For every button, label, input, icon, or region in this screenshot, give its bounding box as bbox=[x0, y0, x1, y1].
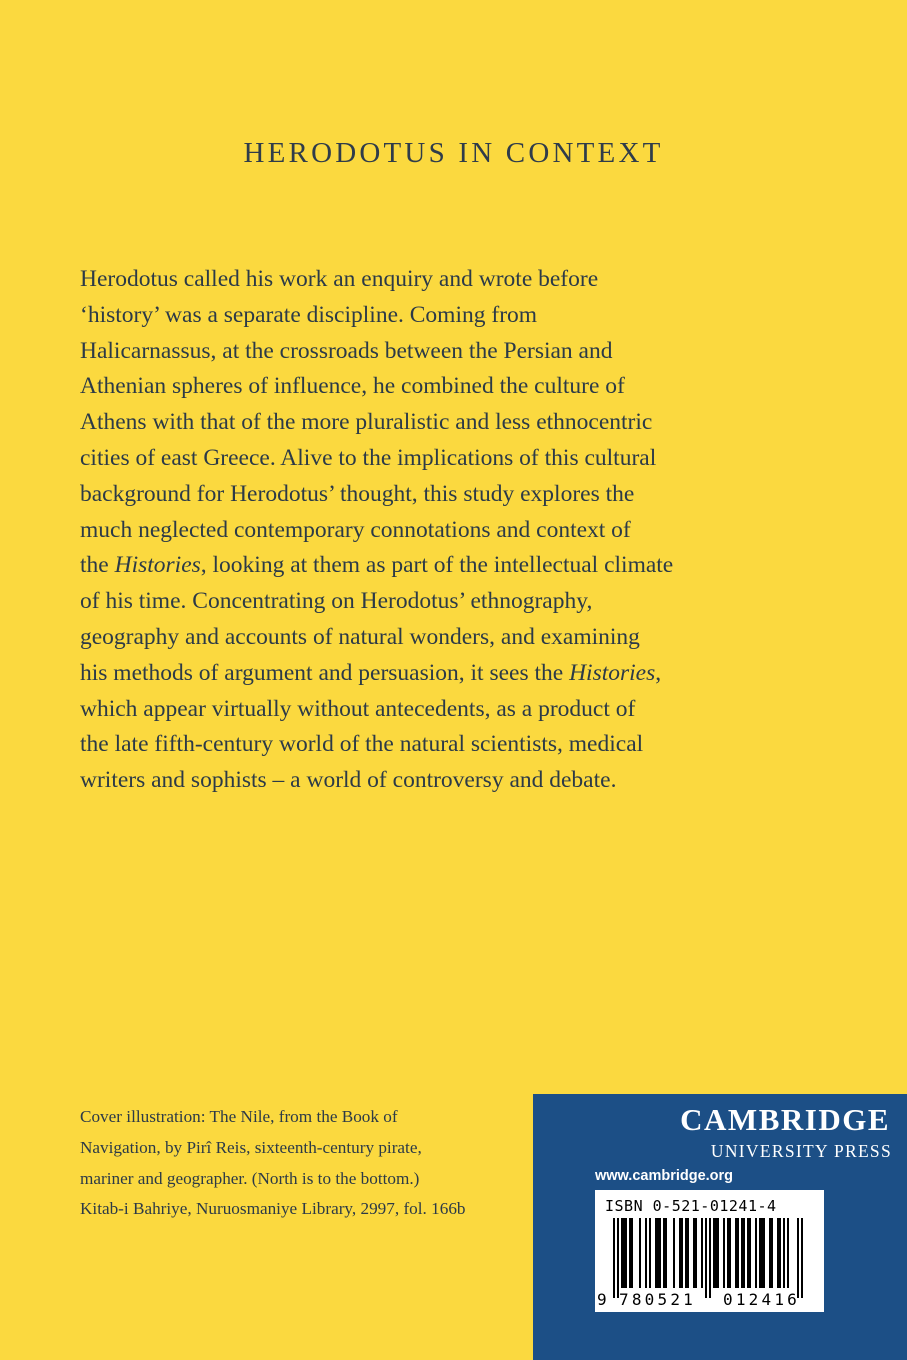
ean-digit-group: 012416 bbox=[723, 1290, 800, 1309]
blurb-line bbox=[80, 477, 720, 513]
barcode-bar bbox=[681, 1218, 683, 1288]
barcode-bar bbox=[687, 1218, 689, 1288]
blurb-line bbox=[80, 727, 720, 763]
italic-title: Histories bbox=[569, 659, 656, 686]
blurb-line bbox=[80, 513, 720, 549]
ean-digit-group: 780521 bbox=[619, 1290, 696, 1309]
credit-line: Navigation, by Pirî Reis, sixteenth-century pirate, bbox=[80, 1137, 422, 1157]
barcode-bar bbox=[713, 1218, 715, 1288]
publisher-name: CAMBRIDGE bbox=[680, 1102, 890, 1137]
barcode-bar bbox=[729, 1218, 731, 1288]
blurb-text: Herodotus called his work an enquiry and wrote before bbox=[80, 266, 599, 292]
barcode-bar bbox=[747, 1218, 749, 1288]
barcode-bar bbox=[679, 1218, 681, 1288]
barcode-bar bbox=[727, 1218, 729, 1288]
blurb-text: his methods of argument and persuasion, it sees the bbox=[80, 659, 570, 686]
barcode-bar bbox=[621, 1218, 623, 1288]
blurb-text: , bbox=[655, 659, 662, 686]
barcode-bar bbox=[659, 1218, 661, 1288]
blurb-line bbox=[80, 298, 720, 334]
barcode-bar bbox=[695, 1218, 697, 1288]
barcode-bar bbox=[755, 1218, 757, 1288]
barcode-bar bbox=[693, 1218, 695, 1288]
barcode-bar bbox=[749, 1218, 751, 1288]
blurb-line bbox=[80, 584, 720, 620]
blurb-line bbox=[80, 441, 720, 477]
blurb-line bbox=[80, 656, 720, 692]
ean-digit-group: 9 bbox=[597, 1290, 607, 1309]
barcode-bar bbox=[665, 1218, 667, 1288]
barcode-bar bbox=[685, 1218, 687, 1288]
blurb-paragraph bbox=[80, 262, 720, 799]
barcode-bar bbox=[723, 1218, 725, 1288]
blurb-text: Athens with that of the more pluralistic and less ethnocentric bbox=[80, 409, 653, 436]
publisher-subtitle: UNIVERSITY PRESS bbox=[710, 1141, 892, 1161]
isbn-label: ISBN 0-521-01241-4 bbox=[605, 1197, 777, 1215]
barcode-bar bbox=[715, 1218, 717, 1288]
barcode-bar bbox=[623, 1218, 625, 1288]
barcode-bar bbox=[613, 1218, 615, 1298]
blurb-text: much neglected contemporary connotations and context of bbox=[80, 516, 631, 543]
barcode-bar bbox=[709, 1218, 711, 1298]
blurb-text: Athenian spheres of influence, he combined the culture of bbox=[80, 373, 625, 400]
barcode-bar bbox=[783, 1218, 785, 1288]
barcode-bar bbox=[655, 1218, 657, 1288]
book-title: HERODOTUS IN CONTEXT bbox=[243, 137, 664, 169]
barcode-bar bbox=[701, 1218, 703, 1288]
barcode-bar bbox=[787, 1218, 789, 1288]
blurb-line bbox=[80, 620, 720, 656]
barcode-bar bbox=[777, 1218, 779, 1288]
blurb-text: ‘history’ was a separate discipline. Coming from bbox=[80, 301, 538, 328]
barcode-bar bbox=[771, 1218, 773, 1288]
barcode-bar bbox=[779, 1218, 781, 1288]
barcode-bar bbox=[631, 1218, 633, 1288]
blurb-text: the late fifth-century world of the natural scientists, medical bbox=[80, 731, 644, 758]
blurb-text: Halicarnassus, at the crossroads between the Persian and bbox=[80, 337, 613, 364]
blurb-text: background for Herodotus’ thought, this study explores the bbox=[80, 480, 635, 507]
blurb-line bbox=[80, 369, 720, 405]
credit-line: Cover illustration: The Nile, from the Book of bbox=[80, 1107, 398, 1126]
italic-title: Histories bbox=[114, 552, 201, 579]
barcode-bar bbox=[649, 1218, 651, 1288]
barcode-block bbox=[595, 1190, 824, 1312]
barcode-bar bbox=[663, 1218, 665, 1288]
barcode-bar bbox=[737, 1218, 739, 1288]
credit-line: Kitab-i Bahriye, Nuruosmaniye Library, 2997, fol. 166b bbox=[80, 1199, 466, 1219]
blurb-line bbox=[80, 262, 720, 298]
blurb-line bbox=[80, 548, 720, 584]
blurb-text: geography and accounts of natural wonders, and examining bbox=[80, 623, 640, 650]
barcode-bar bbox=[741, 1218, 743, 1288]
barcode-bar bbox=[763, 1218, 765, 1288]
barcode-bar bbox=[735, 1218, 737, 1288]
publisher-panel bbox=[533, 1094, 907, 1360]
barcode-bar bbox=[629, 1218, 631, 1288]
blurb-text: the bbox=[80, 552, 115, 579]
barcode-bar bbox=[743, 1218, 745, 1288]
blurb-text: cities of east Greece. Alive to the implications of this cultural bbox=[80, 444, 657, 471]
blurb-text: which appear virtually without antecedents, as a product of bbox=[80, 695, 636, 722]
barcode-bar bbox=[657, 1218, 659, 1288]
barcode-bar bbox=[717, 1218, 719, 1288]
barcode-bar bbox=[769, 1218, 771, 1288]
blurb-text: , looking at them as part of the intellectual climate bbox=[200, 552, 674, 579]
barcode-bar bbox=[645, 1218, 647, 1288]
barcode-bar bbox=[797, 1218, 799, 1298]
blurb-text: of his time. Concentrating on Herodotus’ ethnography, bbox=[80, 588, 593, 615]
barcode-bar bbox=[673, 1218, 675, 1288]
barcode-bar bbox=[761, 1218, 763, 1288]
publisher-url: www.cambridge.org bbox=[595, 1168, 734, 1184]
barcode-bar bbox=[801, 1218, 803, 1298]
barcode-bar bbox=[625, 1218, 627, 1288]
blurb-line bbox=[80, 334, 720, 370]
cover-illustration-credit bbox=[80, 1102, 520, 1225]
blurb-text: writers and sophists – a world of controversy and debate. bbox=[80, 767, 617, 794]
blurb-line bbox=[80, 763, 720, 799]
barcode-bar bbox=[705, 1218, 707, 1298]
barcode-bar bbox=[759, 1218, 761, 1288]
blurb-line bbox=[80, 692, 720, 728]
blurb-line bbox=[80, 405, 720, 441]
credit-line: mariner and geographer. (North is to the bottom.) bbox=[80, 1168, 420, 1188]
barcode-bar bbox=[639, 1218, 641, 1288]
barcode-bar bbox=[617, 1218, 619, 1298]
